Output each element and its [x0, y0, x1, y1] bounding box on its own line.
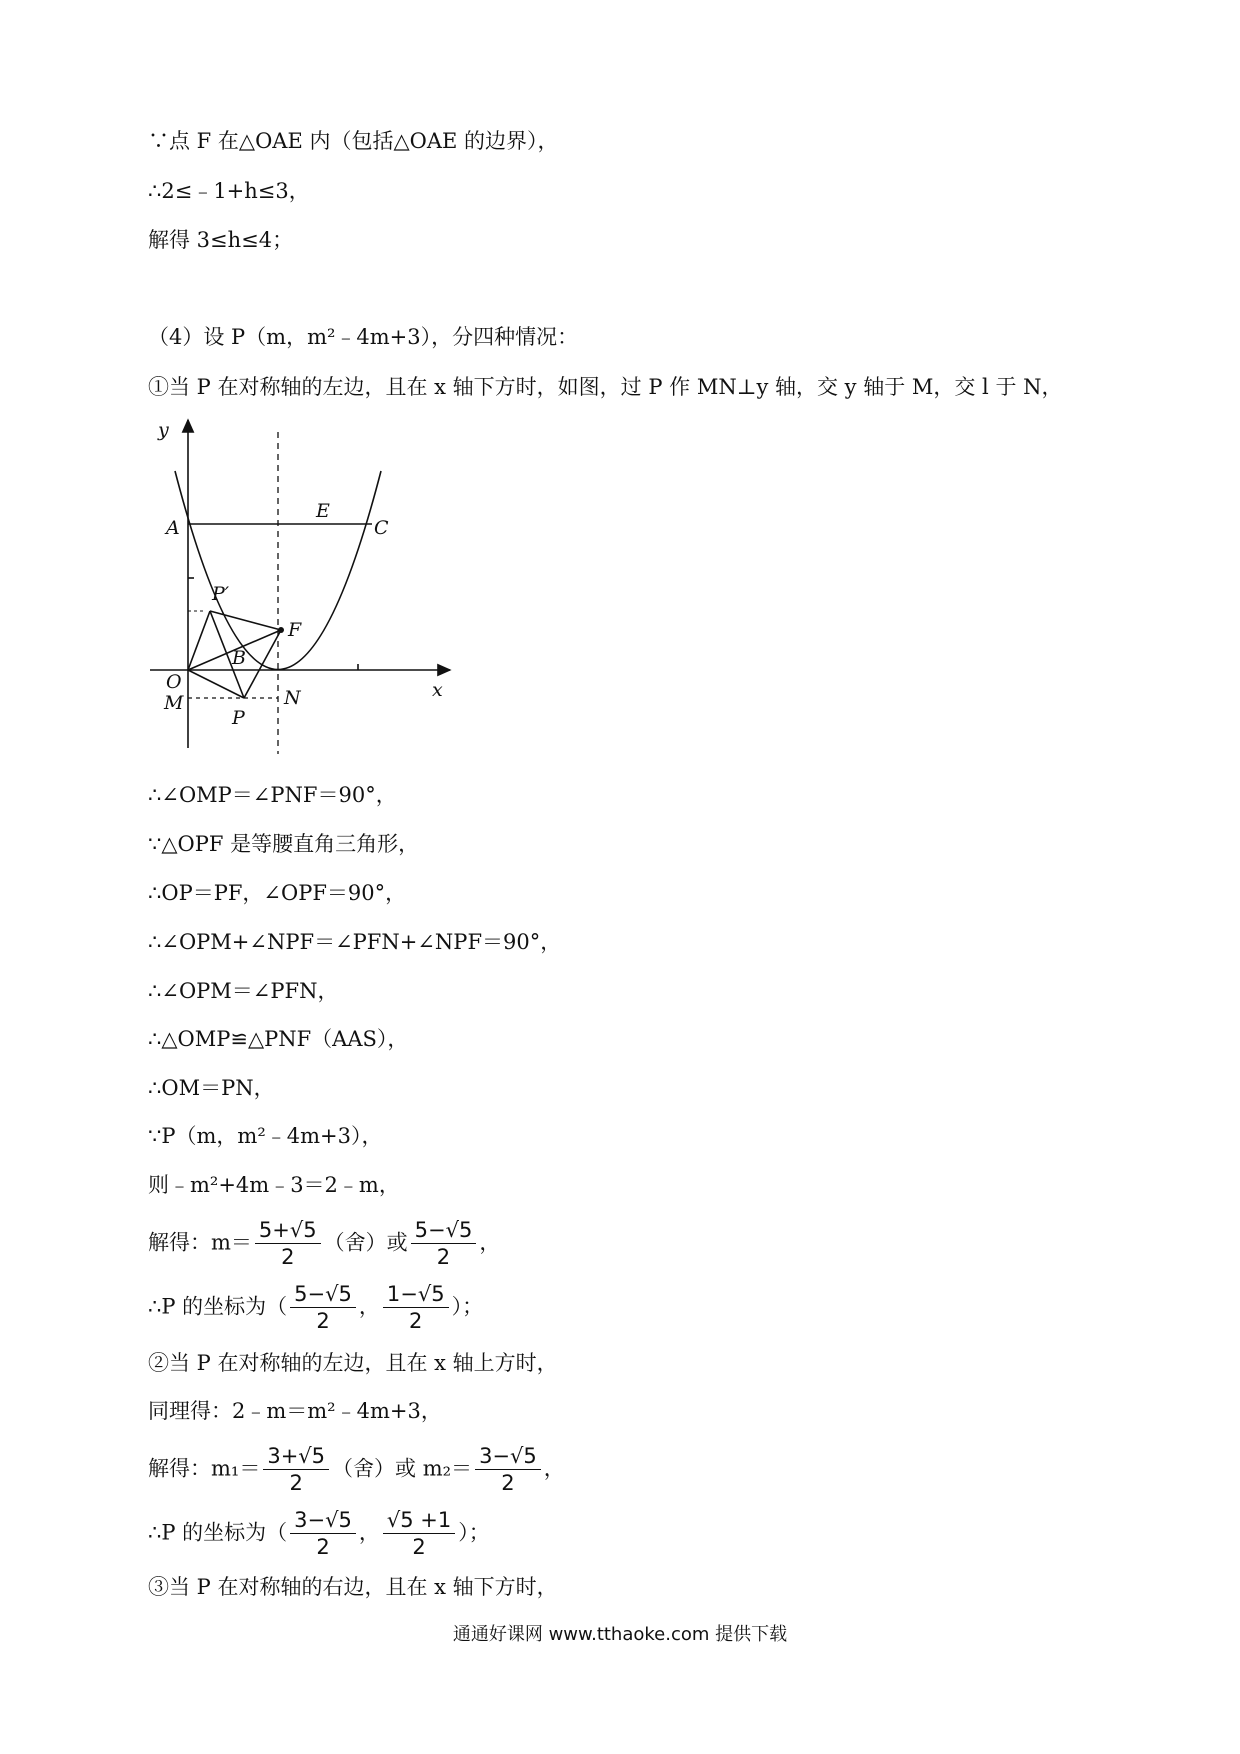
- label-O: O: [166, 671, 182, 693]
- eq3-mid: （舍）或 m₂＝: [332, 1456, 473, 1481]
- label-P-prime: P′: [212, 583, 230, 605]
- equation-p-coordinates-1: [148, 1282, 483, 1334]
- equation-p-coordinates-2: [148, 1508, 490, 1560]
- text-line-4: （4）设 P（m，m²﹣4m+3），分四种情况：: [148, 325, 579, 349]
- text-line-11: ∴△OMP≌△PNF（AAS），: [148, 1027, 409, 1051]
- label-N: N: [284, 687, 301, 709]
- label-x: x: [432, 679, 443, 701]
- eq2-suffix: ）；: [451, 1294, 484, 1319]
- text-line-3: 解得 3≤h≤4；: [148, 228, 294, 252]
- text-line-12: ∴OM＝PN，: [148, 1076, 275, 1100]
- label-y: y: [158, 419, 169, 441]
- eq4-prefix: ∴P 的坐标为（: [148, 1520, 288, 1545]
- eq1-suffix: ，: [479, 1230, 501, 1255]
- eq1-mid: （舍）或: [323, 1230, 408, 1255]
- label-M: M: [164, 692, 184, 714]
- parabola-figure: [148, 418, 468, 758]
- footer-download-note: 通通好课网 www.tthaoke.com 提供下载: [452, 1624, 788, 1645]
- text-line-6: ∴∠OMP＝∠PNF＝90°，: [148, 783, 397, 807]
- text-line-17: ③当 P 在对称轴的右边，且在 x 轴下方时，: [148, 1575, 558, 1599]
- fraction: $\frac{5+√5}{2}$: [255, 1218, 321, 1270]
- equation-solve-m: [148, 1218, 500, 1270]
- label-B: B: [232, 647, 246, 669]
- fraction: $\frac{3-√5}{2}$: [475, 1444, 541, 1496]
- eq4-mid: ，: [358, 1520, 380, 1545]
- fraction: $\frac{3+√5}{2}$: [263, 1444, 329, 1496]
- eq2-mid: ，: [358, 1294, 380, 1319]
- eq1-prefix: 解得：m＝: [148, 1230, 252, 1255]
- text-line-9: ∴∠OPM+∠NPF＝∠PFN+∠NPF＝90°，: [148, 930, 562, 954]
- eq3-suffix: ，: [543, 1456, 565, 1481]
- eq4-suffix: ）；: [458, 1520, 490, 1545]
- eq3-prefix: 解得：m₁＝: [148, 1456, 261, 1481]
- text-line-13: ∵P（m，m²﹣4m+3），: [148, 1124, 383, 1148]
- text-line-16: 同理得：2﹣m＝m²﹣4m+3，: [148, 1399, 442, 1423]
- fraction: $\frac{3-√5}{2}$: [290, 1508, 356, 1560]
- fraction: $\frac{5-√5}{2}$: [411, 1218, 477, 1270]
- label-F: F: [288, 619, 302, 641]
- label-C: C: [374, 517, 389, 539]
- text-line-7: ∵△OPF 是等腰直角三角形，: [148, 832, 420, 856]
- text-line-1: ∵点 F 在△OAE 内（包括△OAE 的边界），: [148, 129, 559, 153]
- fraction: $\frac{√5 +1}{2}$: [383, 1508, 455, 1560]
- fraction: $\frac{1-√5}{2}$: [383, 1282, 449, 1334]
- text-line-8: ∴OP＝PF，∠OPF＝90°，: [148, 881, 407, 905]
- eq2-prefix: ∴P 的坐标为（: [148, 1294, 288, 1319]
- equation-solve-m12: [148, 1444, 565, 1496]
- text-line-15: ②当 P 在对称轴的左边，且在 x 轴上方时，: [148, 1351, 558, 1375]
- label-E: E: [316, 500, 330, 522]
- fraction: $\frac{5-√5}{2}$: [290, 1282, 356, 1334]
- label-P: P: [232, 707, 245, 729]
- text-line-10: ∴∠OPM＝∠PFN，: [148, 979, 339, 1003]
- text-line-2: ∴2≤﹣1+h≤3，: [148, 179, 310, 203]
- text-line-5: ①当 P 在对称轴的左边，且在 x 轴下方时，如图，过 P 作 MN⊥y 轴，交 y 轴于 M，交 l 于 N，: [148, 375, 1063, 399]
- label-A: A: [166, 517, 180, 539]
- text-line-14: 则﹣m²+4m﹣3＝2﹣m，: [148, 1173, 400, 1197]
